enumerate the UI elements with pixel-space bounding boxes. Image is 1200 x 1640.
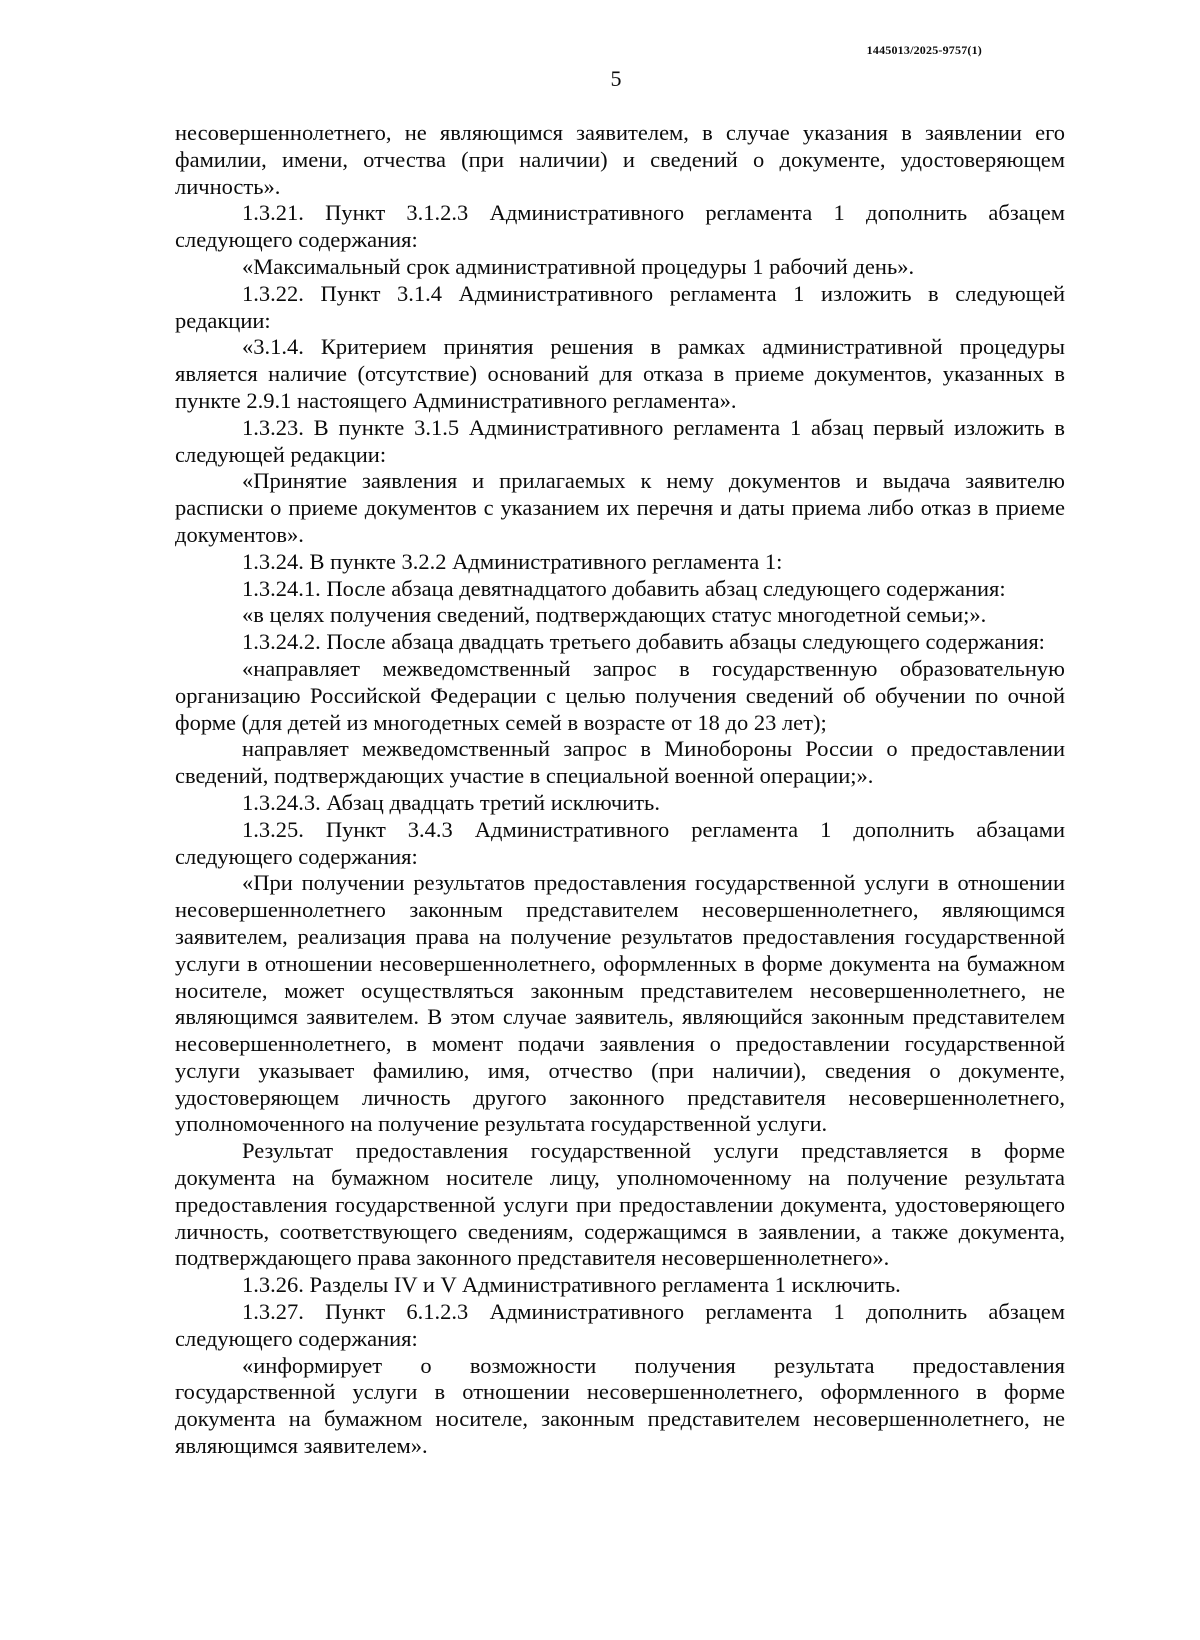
- paragraph: 1.3.21. Пункт 3.1.2.3 Административного регламента 1 дополнить абзацем следующего содержания:: [175, 200, 1065, 253]
- paragraph: 1.3.24.1. После абзаца девятнадцатого добавить абзац следующего содержания:: [242, 575, 1006, 601]
- paragraph: «в целях получения сведений, подтверждающих статус многодетной семьи;».: [242, 602, 987, 628]
- paragraph: «Принятие заявления и прилагаемых к нему документов и выдача заявителю расписки о приеме документов с указанием их перечня и даты приема либо отказ в приеме документов».: [175, 468, 1065, 547]
- paragraph: 1.3.24. В пункте 3.2.2 Административного регламента 1:: [242, 548, 783, 574]
- document-body: [175, 120, 1065, 1460]
- paragraph: 1.3.26. Разделы IV и V Административного регламента 1 исключить.: [242, 1272, 901, 1298]
- paragraph: 1.3.27. Пункт 6.1.2.3 Административного регламента 1 дополнить абзацем следующего содержания:: [175, 1299, 1065, 1351]
- paragraph: направляет межведомственный запрос в Минобороны России о предоставлении сведений, подтверждающих участие в специальной военной операции;».: [175, 736, 1065, 789]
- paragraph: 1.3.23. В пункте 3.1.5 Административного регламента 1 абзац первый изложить в следующей редакции:: [175, 414, 1065, 467]
- paragraph: «информирует о возможности получения результата предоставления государственной услуги в отношении несовершеннолетнего, оформленного в форме документа на бумажном носителе, законным представителем несовершеннолетнего, не являющимся заявителем».: [175, 1352, 1065, 1459]
- paragraph: «Максимальный срок административной процедуры 1 рабочий день».: [242, 253, 915, 279]
- paragraph: «3.1.4. Критерием принятия решения в рамках административной процедуры является наличие (отсутствие) оснований для отказа в приеме документов, указанных в пункте 2.9.1 настоящего Административного регламента».: [175, 334, 1065, 413]
- paragraph: «направляет межведомственный запрос в государственную образовательную организацию Российской Федерации с целью получения сведений об обучении по очной форме (для детей из многодетных семей в возрасте от 18 до 23 лет);: [175, 655, 1065, 735]
- paragraph: 1.3.22. Пункт 3.1.4 Административного регламента 1 изложить в следующей редакции:: [175, 280, 1065, 333]
- paragraph: Результат предоставления государственной услуги представляется в форме документа на бумажном носителе лицу, уполномоченному на получение результата предоставления государственной услуги при предоставлении документа, удостоверяющего личность, соответствующего сведениям, содержащимся в заявлении, а также документа, подтверждающего права законного представителя несовершеннолетнего».: [175, 1138, 1065, 1271]
- document-number: 1445013/2025-9757(1): [866, 43, 982, 57]
- paragraph: 1.3.24.2. После абзаца двадцать третьего добавить абзацы следующего содержания:: [242, 629, 1045, 655]
- page-number: 5: [610, 66, 622, 91]
- paragraph: 1.3.24.3. Абзац двадцать третий исключить.: [242, 789, 660, 815]
- paragraph: «При получении результатов предоставления государственной услуги в отношении несовершеннолетнего законным представителем несовершеннолетнего, являющимся заявителем, реализация права на получение результатов предоставления государственной услуги в отношении несовершеннолетнего, оформленных в форме документа на бумажном носителе, может осуществляться законным представителем несовершеннолетнего, не являющимся заявителем. В этом случае заявитель, являющийся законным представителем несовершеннолетнего, в момент подачи заявления о предоставлении государственной услуги указывает фамилию, имя, отчество (при наличии), сведения о документе, удостоверяющем личность другого законного представителя несовершеннолетнего, уполномоченного на получение результата государственной услуги.: [175, 870, 1065, 1137]
- paragraph: 1.3.25. Пункт 3.4.3 Административного регламента 1 дополнить абзацами следующего содержания:: [175, 816, 1065, 869]
- paragraph: несовершеннолетнего, не являющимся заявителем, в случае указания в заявлении его фамилии, имени, отчества (при наличии) и сведений о документе, удостоверяющем личность».: [175, 120, 1065, 199]
